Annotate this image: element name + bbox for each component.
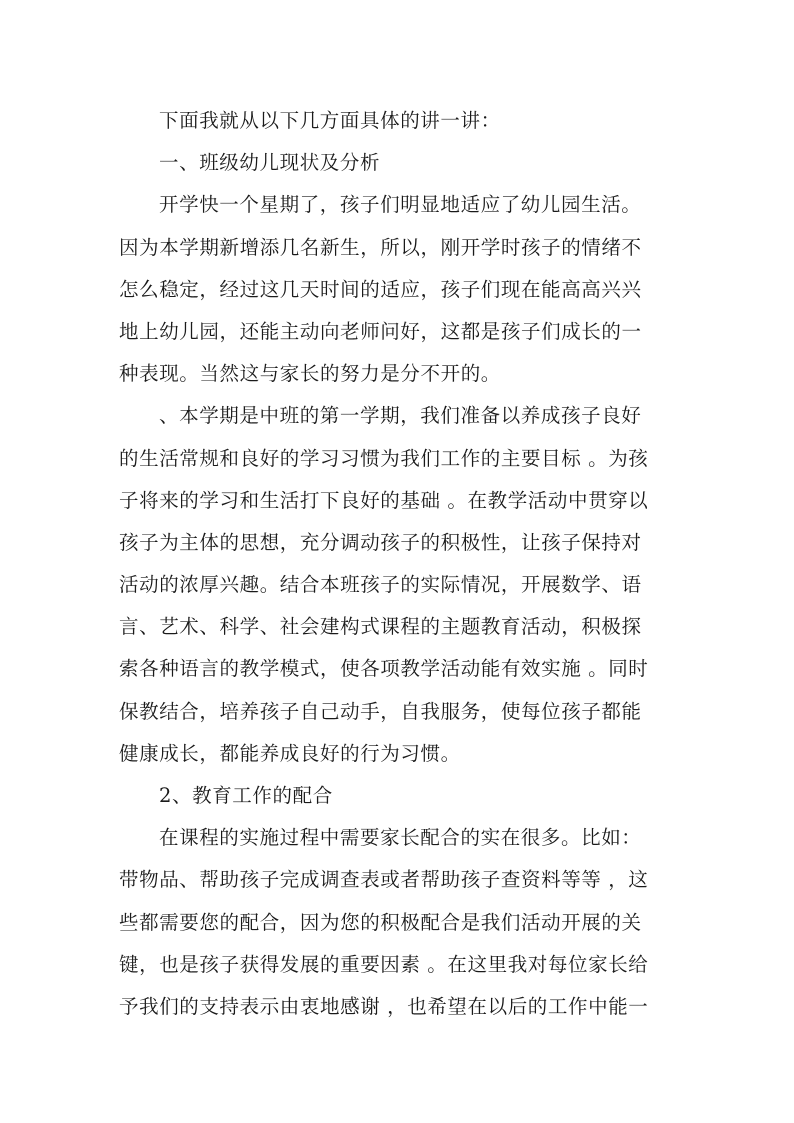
paragraph-line: 保教结合，培养孩子自己动手，自我服务，使每位孩子都能 (119, 699, 642, 723)
paragraph-line: 地上幼儿园，还能主动向老师问好，这都是孩子们成长的一 (119, 319, 642, 343)
paragraph-line: 种表现。当然这与家长的努力是分不开的。 (119, 362, 501, 386)
paragraph-line: 开学快一个星期了，孩子们明显地适应了幼儿园生活。 (159, 193, 642, 217)
paragraph-line: 、本学期是中班的第一学期，我们准备以养成孩子良好 (159, 404, 642, 428)
paragraph-line: 子将来的学习和生活打下良好的基础 。在教学活动中贯穿以 (119, 488, 649, 512)
paragraph-line: 索各种语言的教学模式，使各项教学活动能有效实施 。同时 (119, 657, 649, 681)
paragraph-line: 因为本学期新增添几名新生，所以，刚开学时孩子的情绪不 (119, 235, 642, 259)
intro-line: 下面我就从以下几方面具体的讲一讲： (159, 109, 501, 132)
paragraph-line: 在课程的实施过程中需要家长配合的实在很多。比如： (159, 826, 642, 850)
paragraph-line: 键，也是孩子获得发展的重要因素 。在这里我对每位家长给 (119, 952, 649, 976)
paragraph-line: 予我们的支持表示由衷地感谢 ，也希望在以后的工作中能一 (119, 994, 649, 1018)
paragraph-line: 怎么稳定，经过这几天时间的适应，孩子们现在能高高兴兴 (119, 277, 642, 301)
paragraph-line: 言、艺术、科学、社会建构式课程的主题教育活动，积极探 (119, 615, 642, 639)
paragraph-line: 的生活常规和良好的学习习惯为我们工作的主要目标 。为孩 (119, 446, 649, 470)
paragraph-line: 些都需要您的配合，因为您的积极配合是我们活动开展的关 (119, 910, 642, 934)
section-heading-class-status: 一、班级幼儿现状及分析 (159, 151, 381, 175)
section-heading-education-cooperation: 2、教育工作的配合 (159, 784, 333, 807)
paragraph-line: 带物品、帮助孩子完成调查表或者帮助孩子查资料等等 ，这 (119, 868, 649, 892)
paragraph-line: 活动的浓厚兴趣。结合本班孩子的实际情况，开展数学、语 (119, 573, 642, 597)
document-body (119, 100, 675, 1028)
paragraph-line: 孩子为主体的思想，充分调动孩子的积极性，让孩子保持对 (119, 530, 642, 554)
paragraph-line: 健康成长，都能养成良好的行为习惯。 (119, 741, 461, 765)
